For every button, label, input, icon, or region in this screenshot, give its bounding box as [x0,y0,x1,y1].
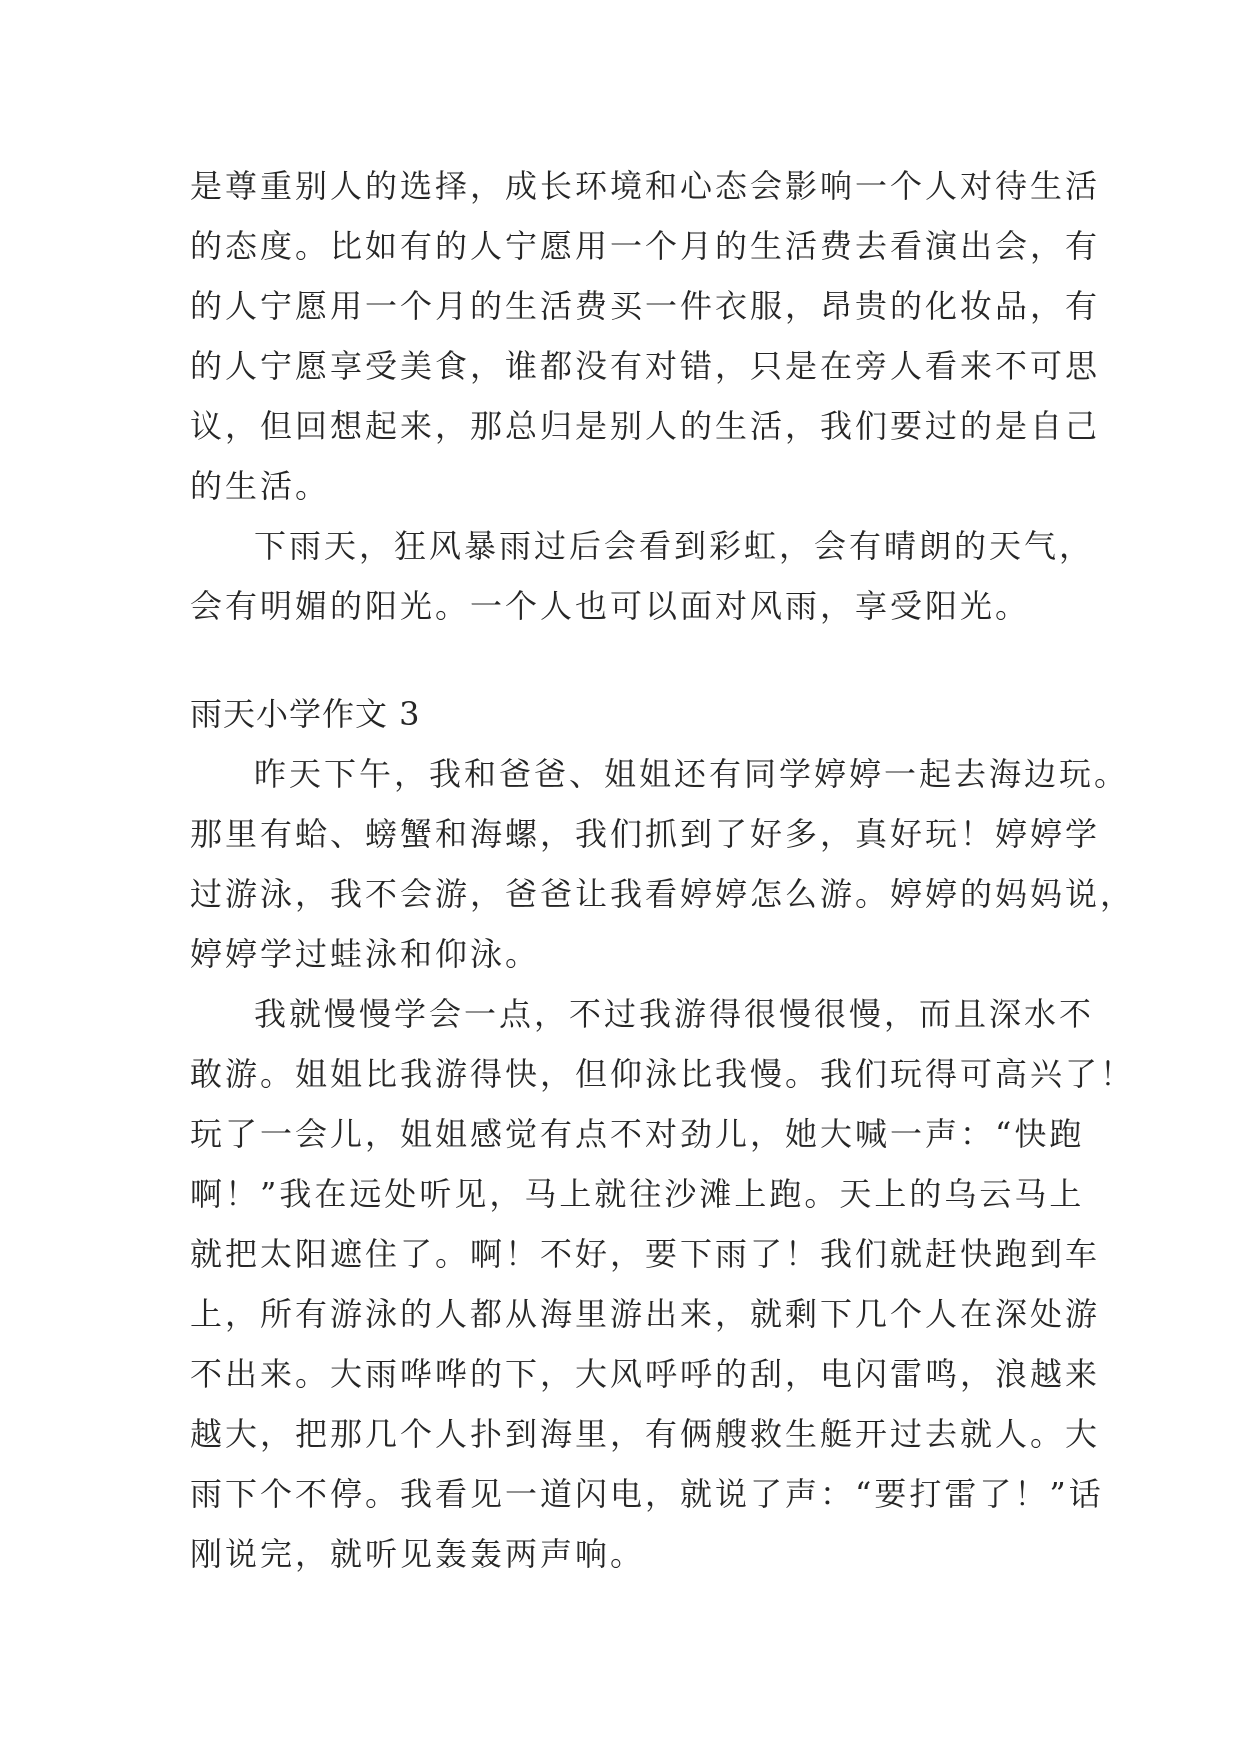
text-line: 婷婷学过蛙泳和仰泳。 [190,935,541,973]
text-line: 会有明媚的阳光。一个人也可以面对风雨，享受阳光。 [190,587,1031,625]
text-line: 雨下个不停。我看见一道闪电，就说了声：“要打雷了！”话 [190,1475,1104,1513]
text-line: 下雨天，狂风暴雨过后会看到彩虹，会有晴朗的天气， [254,527,1095,565]
text-line: 的态度。比如有的人宁愿用一个月的生活费去看演出会，有 [190,227,1101,265]
text-line: 议，但回想起来，那总归是别人的生活，我们要过的是自己 [190,407,1101,445]
text-line: 敢游。姐姐比我游得快，但仰泳比我慢。我们玩得可高兴了！ [190,1055,1136,1093]
text-line: 是尊重别人的选择，成长环境和心态会影响一个人对待生活 [190,167,1101,205]
text-line: 过游泳，我不会游，爸爸让我看婷婷怎么游。婷婷的妈妈说， [190,875,1136,913]
text-line: 玩了一会儿，姐姐感觉有点不对劲儿，她大喊一声：“快跑 [190,1115,1085,1153]
text-line: 那里有蛤、螃蟹和海螺，我们抓到了好多，真好玩！婷婷学 [190,815,1101,853]
text-line: 就把太阳遮住了。啊！不好，要下雨了！我们就赶快跑到车 [190,1235,1101,1273]
text-line: 的人宁愿用一个月的生活费买一件衣服，昂贵的化妆品，有 [190,287,1101,325]
section-title: 雨天小学作文 3 [190,695,421,733]
text-line: 的人宁愿享受美食，谁都没有对错，只是在旁人看来不可思 [190,347,1101,385]
text-line: 刚说完，就听见轰轰两声响。 [190,1535,646,1573]
text-line: 上，所有游泳的人都从海里游出来，就剩下几个人在深处游 [190,1295,1101,1333]
text-line: 我就慢慢学会一点，不过我游得很慢很慢，而且深水不 [254,995,1095,1033]
text-line: 不出来。大雨哗哗的下，大风呼呼的刮，电闪雷鸣，浪越来 [190,1355,1101,1393]
text-line: 的生活。 [190,467,331,505]
text-line: 啊！”我在远处听见，马上就往沙滩上跑。天上的乌云马上 [190,1175,1085,1213]
text-line: 越大，把那几个人扑到海里，有俩艘救生艇开过去就人。大 [190,1415,1101,1453]
text-line: 昨天下午，我和爸爸、姐姐还有同学婷婷一起去海边玩。 [254,755,1130,793]
